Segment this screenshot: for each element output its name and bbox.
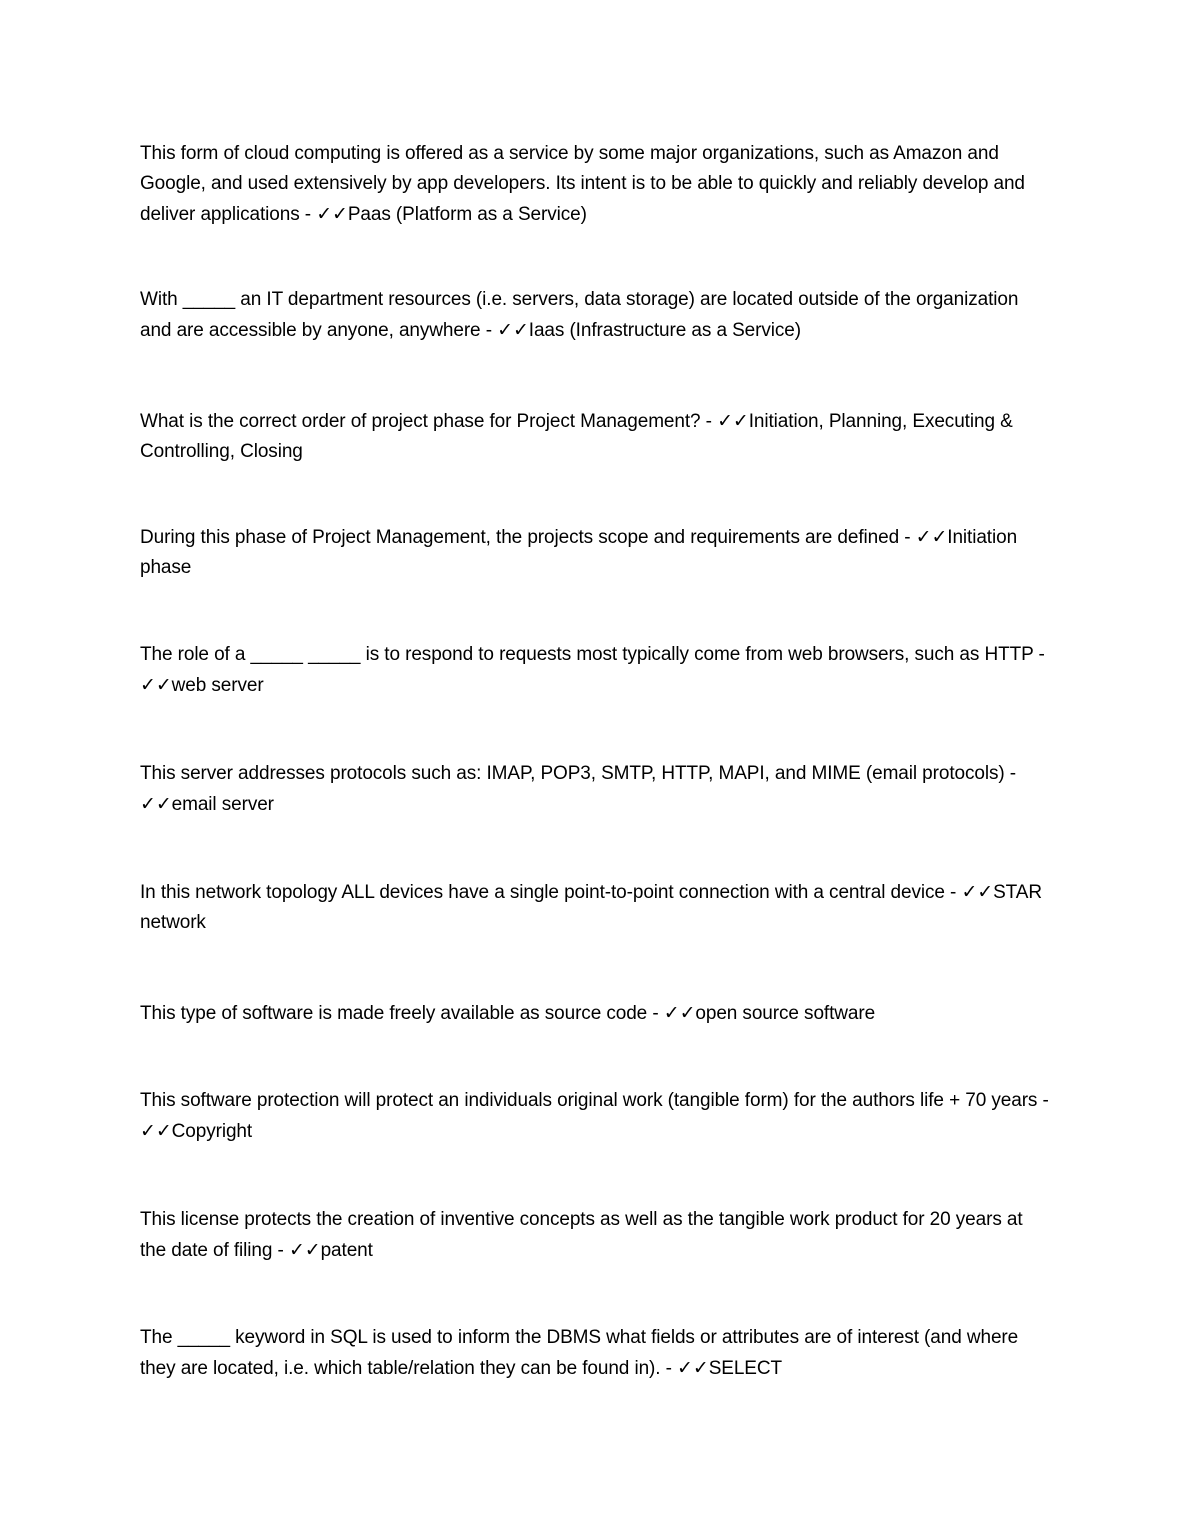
- double-check-icon: ✓✓: [140, 793, 172, 815]
- question-text: In this network topology ALL devices have a single point-to-point connection with a central device -: [140, 882, 962, 903]
- qa-entry: [140, 640, 1050, 701]
- answer-text: Paas (Platform as a Service): [347, 204, 587, 225]
- qa-entry: [140, 522, 1050, 583]
- question-text: The role of a _____ _____ is to respond to requests most typically come from web browsers, such as HTTP -: [140, 644, 1045, 665]
- answer-text: Copyright: [171, 1121, 253, 1142]
- answer-text: open source software: [695, 1003, 876, 1024]
- qa-entry: [140, 1205, 1050, 1266]
- double-check-icon: ✓✓: [140, 674, 172, 696]
- double-check-icon: ✓✓: [497, 319, 529, 341]
- qa-entry: [140, 998, 1050, 1029]
- qa-entry: [140, 285, 1050, 346]
- qa-entry: [140, 759, 1050, 820]
- double-check-icon: ✓✓: [140, 1120, 172, 1142]
- qa-entry: [140, 139, 1050, 230]
- question-text: This software protection will protect an individuals original work (tangible form) for the authors life + 70 years -: [140, 1090, 1049, 1111]
- qa-entry: [140, 1086, 1050, 1147]
- double-check-icon: ✓✓: [677, 1357, 709, 1379]
- question-text: This form of cloud computing is offered as a service by some major organizations, such as Amazon and Google, and used extensively by app developers. Its intent is to be able to quickly and reliably develop and deliver applications -: [140, 143, 1025, 225]
- question-text: What is the correct order of project phase for Project Management? -: [140, 411, 718, 432]
- question-text: This license protects the creation of inventive concepts as well as the tangible work product for 20 years at the date of filing -: [140, 1209, 1023, 1261]
- qa-entry: [140, 877, 1050, 938]
- answer-text: SELECT: [708, 1358, 783, 1379]
- question-text: The _____ keyword in SQL is used to inform the DBMS what fields or attributes are of interest (and where they are located, i.e. which table/relation they can be found in). -: [140, 1327, 1019, 1379]
- answer-text: STAR network: [140, 882, 1042, 933]
- double-check-icon: ✓✓: [915, 526, 948, 548]
- double-check-icon: ✓✓: [717, 410, 749, 432]
- question-text: This server addresses protocols such as: IMAP, POP3, SMTP, HTTP, MAPI, and MIME (email protocols) -: [140, 763, 1017, 784]
- answer-text: Initiation, Planning, Executing & Controlling, Closing: [140, 411, 1013, 462]
- answer-text: Iaas (Infrastructure as a Service): [528, 320, 801, 341]
- double-check-icon: ✓✓: [663, 1002, 696, 1024]
- qa-entry: [140, 1323, 1050, 1384]
- double-check-icon: ✓✓: [316, 203, 348, 225]
- answer-text: email server: [171, 794, 274, 815]
- question-text: With _____ an IT department resources (i.e. servers, data storage) are located outside of the organization and are accessible by anyone, anywhere -: [140, 289, 1019, 341]
- answer-text: web server: [171, 675, 264, 696]
- answer-text: patent: [320, 1240, 373, 1261]
- double-check-icon: ✓✓: [288, 1239, 321, 1261]
- question-text: This type of software is made freely available as source code -: [140, 1003, 664, 1024]
- answer-text: Initiation phase: [140, 527, 1018, 578]
- qa-entry: [140, 406, 1050, 467]
- double-check-icon: ✓✓: [961, 881, 994, 903]
- question-text: During this phase of Project Management, the projects scope and requirements are defined -: [140, 527, 916, 548]
